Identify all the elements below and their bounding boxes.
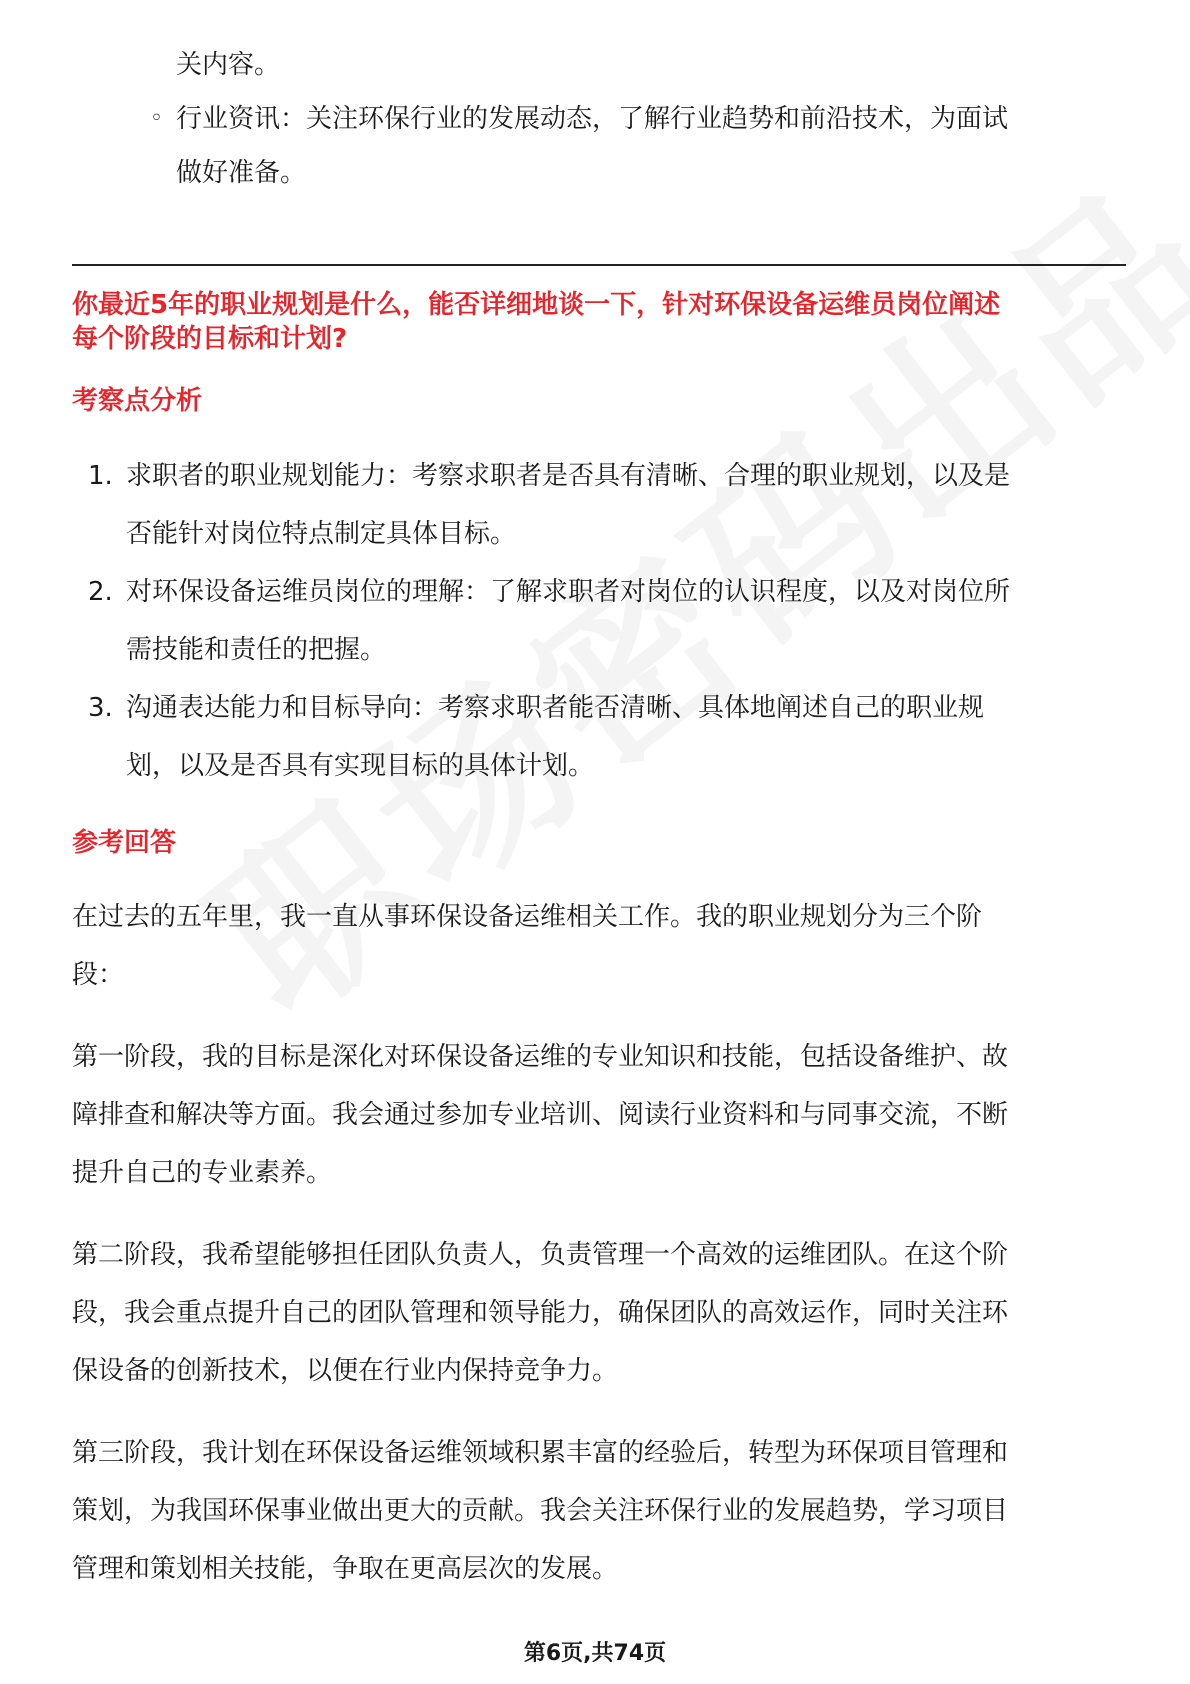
list-item	[72, 679, 1132, 795]
analysis-list	[72, 447, 1132, 795]
list-number: 3.	[88, 693, 113, 723]
list-item-line: 沟通表达能力和目标导向：考察求职者能否清晰、具体地阐述自己的职业规	[126, 693, 985, 723]
list-item-line: 对环保设备运维员岗位的理解：了解求职者对岗位的认识程度，以及对岗位所	[126, 577, 1011, 607]
list-item-line: 否能针对岗位特点制定具体目标。	[126, 519, 517, 549]
bullet-text-line: 做好准备。	[176, 158, 307, 188]
page-number: 第6页,共74页	[523, 1641, 667, 1666]
list-item	[72, 563, 1132, 679]
paragraph-line: 在过去的五年里，我一直从事环保设备运维相关工作。我的职业规划分为三个阶	[72, 902, 983, 932]
bullet-marker: ◦	[150, 106, 163, 131]
paragraph-line: 管理和策划相关技能，争取在更高层次的发展。	[72, 1554, 619, 1584]
list-item	[72, 447, 1132, 563]
question-line: 你最近5年的职业规划是什么，能否详细地谈一下，针对环保设备运维员岗位阐述	[72, 290, 1001, 320]
paragraph-line: 保设备的创新技术，以便在行业内保持竞争力。	[72, 1356, 619, 1386]
paragraph-line: 段，我会重点提升自己的团队管理和领导能力，确保团队的高效运作，同时关注环	[72, 1298, 1009, 1328]
paragraph-line: 第三阶段，我计划在环保设备运维领域积累丰富的经验后，转型为环保项目管理和	[72, 1438, 1009, 1468]
paragraph-line: 第一阶段，我的目标是深化对环保设备运维的专业知识和技能，包括设备维护、故	[72, 1042, 1009, 1072]
top-continuation: 关内容。	[176, 50, 281, 80]
answer-paragraph	[72, 1028, 1132, 1202]
list-number: 2.	[88, 577, 113, 607]
paragraph-line: 提升自己的专业素养。	[72, 1158, 333, 1188]
question-line: 每个阶段的目标和计划?	[72, 324, 348, 354]
section-divider	[72, 264, 1126, 266]
answer-title: 参考回答	[72, 828, 177, 858]
list-item-line: 划，以及是否具有实现目标的具体计划。	[126, 751, 595, 781]
list-number: 1.	[88, 461, 113, 491]
answer-paragraph	[72, 1226, 1132, 1400]
list-item-line: 求职者的职业规划能力：考察求职者是否具有清晰、合理的职业规划，以及是	[126, 461, 1011, 491]
paragraph-line: 障排查和解决等方面。我会通过参加专业培训、阅读行业资料和与同事交流，不断	[72, 1100, 1009, 1130]
question-heading	[72, 288, 1132, 356]
paragraph-line: 策划，为我国环保事业做出更大的贡献。我会关注环保行业的发展趋势，学习项目	[72, 1496, 1009, 1526]
answer-paragraph	[72, 888, 1132, 1004]
paragraph-line: 第二阶段，我希望能够担任团队负责人，负责管理一个高效的运维团队。在这个阶	[72, 1240, 1009, 1270]
answer-paragraph	[72, 1424, 1132, 1598]
top-bullet-item	[72, 92, 1132, 200]
bullet-text-line: 行业资讯：关注环保行业的发展动态，了解行业趋势和前沿技术，为面试	[176, 104, 1009, 134]
list-item-line: 需技能和责任的把握。	[126, 635, 387, 665]
paragraph-line: 段：	[72, 960, 125, 990]
analysis-title: 考察点分析	[72, 386, 203, 416]
